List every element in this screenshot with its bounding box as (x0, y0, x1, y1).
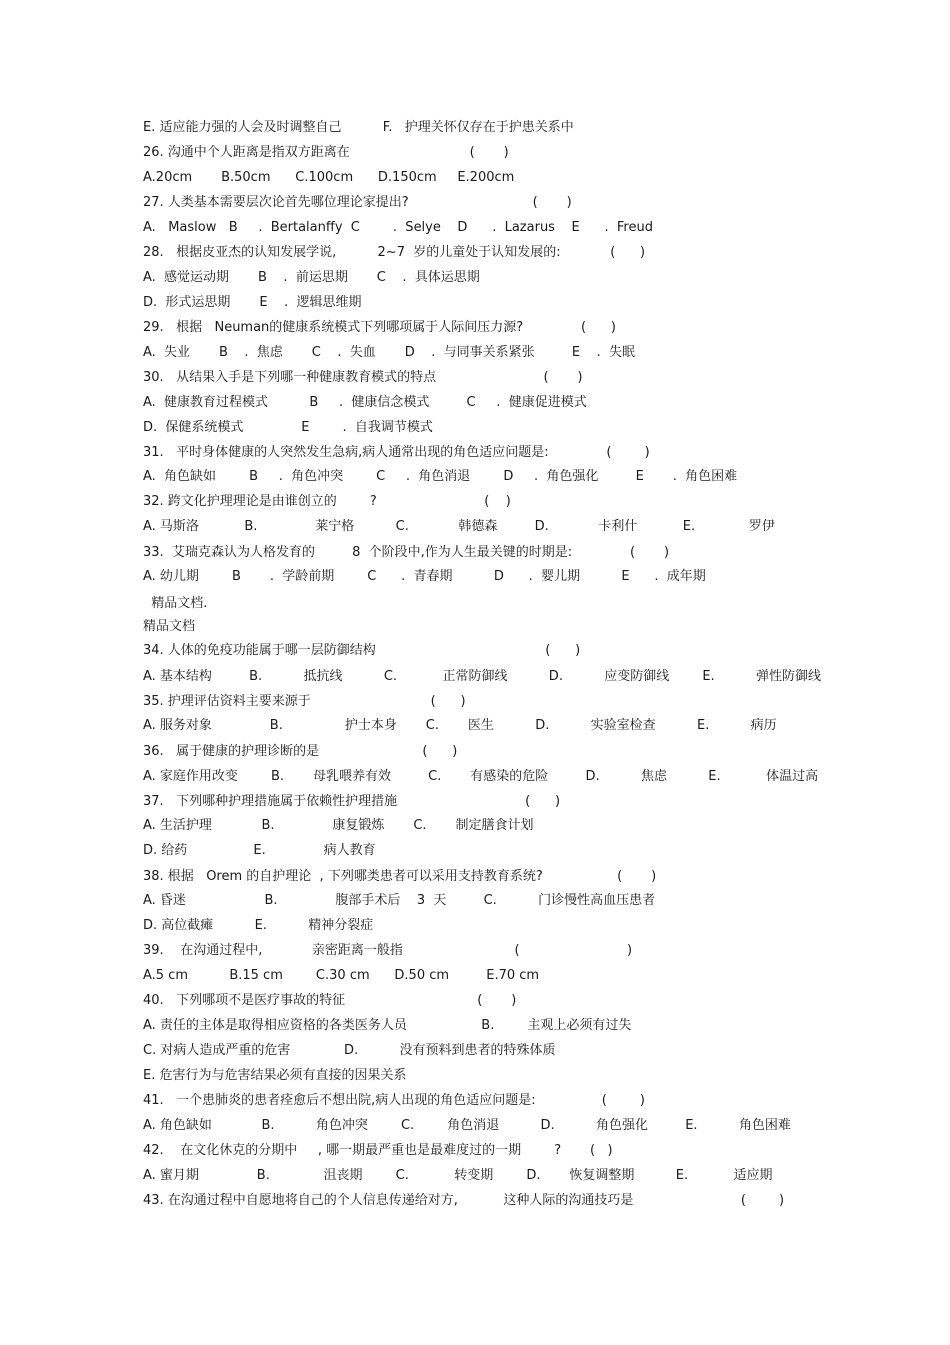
options-36: A. 家庭作用改变 B. 母乳喂养有效 C. 有感染的危险 D. 焦虑 E. 体温过高 (143, 769, 819, 784)
question-43: 43. 在沟通过程中自愿地将自己的个人信息传递给对方, 这种人际的沟通技巧是 ( ) (143, 1193, 785, 1208)
options-42: A. 蜜月期 B. 沮丧期 C. 转变期 D. 恢复调整期 E. 适应期 (143, 1168, 773, 1183)
options-39: A.5 cm B.15 cm C.30 cm D.50 cm E.70 cm (143, 968, 540, 983)
question-42: 42. 在文化休克的分期中 , 哪一期最严重也是最难度过的一期 ? ( ) (143, 1143, 613, 1158)
options-37-b: D. 给药 E. 病人教育 (143, 843, 376, 858)
text-line: E. 适应能力强的人会及时调整自己 F. 护理关怀仅存在于护患关系中 (143, 120, 574, 135)
question-35: 35. 护理评估资料主要来源于 ( ) (143, 694, 466, 709)
options-41: A. 角色缺如 B. 角色冲突 C. 角色消退 D. 角色强化 E. 角色困难 (143, 1118, 791, 1133)
question-32: 32. 跨文化护理理论是由谁创立的 ? ( ) (143, 494, 511, 509)
options-28-b: D. 形式运思期 E . 逻辑思维期 (143, 295, 362, 310)
question-34: 34. 人体的免疫功能属于哪一层防御结构 ( ) (143, 643, 581, 658)
question-36: 36. 属于健康的护理诊断的是 ( ) (143, 744, 458, 759)
options-28-a: A. 感觉运动期 B . 前运思期 C . 具体运思期 (143, 270, 480, 285)
options-26: A.20cm B.50cm C.100cm D.150cm E.200cm (143, 170, 515, 185)
options-29: A. 失业 B . 焦虑 C . 失血 D . 与同事关系紧张 E . 失眠 (143, 345, 635, 360)
options-33: A. 幼儿期 B . 学龄前期 C . 青春期 D . 婴儿期 E . 成年期 (143, 569, 706, 584)
options-32: A. 马斯洛 B. 莱宁格 C. 韩德森 D. 卡利什 E. 罗伊 (143, 519, 775, 534)
page-footer: 精品文档. (143, 596, 208, 611)
question-31: 31. 平时身体健康的人突然发生急病,病人通常出现的角色适应问题是: ( ) (143, 445, 650, 460)
question-28: 28. 根据皮亚杰的认知发展学说, 2~7 岁的儿童处于认知发展的: ( ) (143, 245, 646, 260)
question-30: 30. 从结果入手是下列哪一种健康教育模式的特点 ( ) (143, 370, 583, 385)
options-38-b: D. 高位截瘫 E. 精神分裂症 (143, 918, 374, 933)
options-40-c: E. 危害行为与危害结果必须有直接的因果关系 (143, 1068, 407, 1083)
page-header: 精品文档 (143, 619, 196, 634)
options-31: A. 角色缺如 B . 角色冲突 C . 角色消退 D . 角色强化 E . 角色困难 (143, 469, 738, 484)
question-33: 33. 艾瑞克森认为人格发育的 8 个阶段中,作为人生最关键的时期是: ( ) (143, 545, 670, 560)
options-38-a: A. 昏迷 B. 腹部手术后 3 天 C. 门诊慢性高血压患者 (143, 893, 656, 908)
options-37-a: A. 生活护理 B. 康复锻炼 C. 制定膳食计划 (143, 818, 534, 833)
question-39: 39. 在沟通过程中, 亲密距离一般指 ( ) (143, 943, 633, 958)
question-37: 37. 下列哪种护理措施属于依赖性护理措施 ( ) (143, 794, 561, 809)
options-35: A. 服务对象 B. 护士本身 C. 医生 D. 实验室检查 E. 病历 (143, 718, 777, 733)
options-40-b: C. 对病人造成严重的危害 D. 没有预料到患者的特殊体质 (143, 1043, 556, 1058)
question-41: 41. 一个患肺炎的患者痊愈后不想出院,病人出现的角色适应问题是: ( ) (143, 1093, 645, 1108)
options-27: A. Maslow B . Bertalanffy C . Selye D . Lazarus E . Freud (143, 220, 653, 235)
question-29: 29. 根据 Neuman的健康系统模式下列哪项属于人际间压力源? ( ) (143, 320, 616, 335)
question-26: 26. 沟通中个人距离是指双方距离在 ( ) (143, 145, 509, 160)
question-40: 40. 下列哪项不是医疗事故的特征 ( ) (143, 993, 517, 1008)
options-30-b: D. 保健系统模式 E . 自我调节模式 (143, 420, 433, 435)
options-40-a: A. 责任的主体是取得相应资格的各类医务人员 B. 主观上必须有过失 (143, 1018, 632, 1033)
options-30-a: A. 健康教育过程模式 B . 健康信念模式 C . 健康促进模式 (143, 395, 587, 410)
options-34: A. 基本结构 B. 抵抗线 C. 正常防御线 D. 应变防御线 E. 弹性防御线 (143, 669, 821, 684)
question-27: 27. 人类基本需要层次论首先哪位理论家提出? ( ) (143, 195, 572, 210)
question-38: 38. 根据 Orem 的自护理论 , 下列哪类患者可以采用支持教育系统? ( ) (143, 869, 657, 884)
